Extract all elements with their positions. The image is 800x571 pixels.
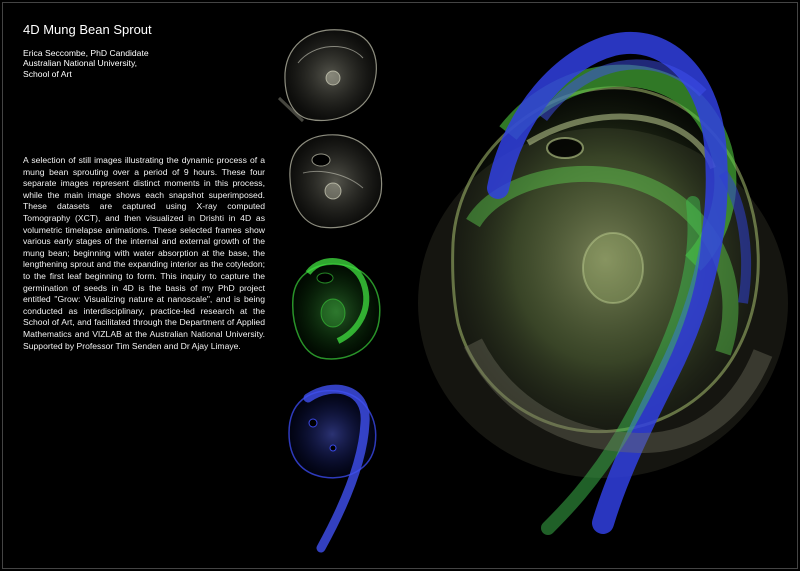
author-school: School of Art (23, 68, 72, 79)
frame-3-green-bean (293, 261, 380, 359)
author-block (23, 48, 149, 79)
author-name: Erica Seccombe, PhD Candidate (23, 48, 149, 58)
frame-4-blue-bean (289, 389, 376, 548)
poster-title: 4D Mung Bean Sprout (23, 22, 152, 37)
description-paragraph: A selection of still images illustrating the dynamic process of a mung bean sprouting over a period of 9 hours. These four separate images represent distinct moments in this process, while the main image shows each snapshot superimposed. These datasets are captured using X-ray computed Tomography (XCT), and then visualized in Drishti in 4D as volumetric timelapse animations. These selected frames show various early stages of the internal and external growth of the mung bean; beginning with water absorption at the base, the lengthening sprout and the expanding interior as the cotyledon; to the first leaf beginning to form. This inquiry to capture the germination of seeds in 4D is the basis of my PhD project entitled "Grow: Visualizing nature at nanoscale", and is being conducted as interdisciplinary, practice-led research at the School of Art, and facilitated through the Department of Applied Mathematics and VIZLAB at the Australian National University. Supported by Professor Tim Senden and Dr Ajay Limaye. (23, 155, 265, 351)
frame-1-white-bean (279, 30, 376, 121)
author-institution: Australian National University, (23, 58, 137, 69)
poster-frame (2, 2, 798, 569)
frame-2-white-bean (290, 135, 382, 228)
main-superimposed-image (418, 43, 788, 528)
